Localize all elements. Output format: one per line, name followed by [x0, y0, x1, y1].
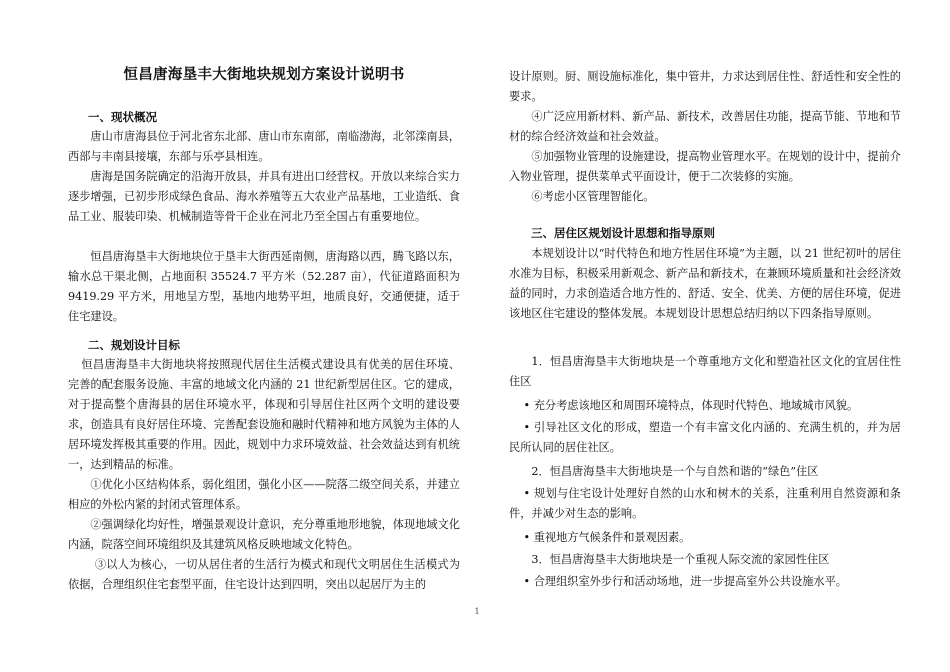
bullet-item: • 重视地方气候条件和景观因素。 — [523, 531, 691, 544]
paragraph: 唐山市唐海县位于河北省东北部、唐山市东南部，南临渤海，北邻滦南县，西部与丰南县接壤，东部与乐亭县相连。 — [68, 130, 460, 163]
paragraph: ②强调绿化均好性，增强景观设计意识，充分尊重地形地貌，体现地域文化内涵，院落空间环境组织及其建筑风格反映地域文化特色。 — [68, 518, 460, 551]
paragraph: ④广泛应用新材料、新产品、新技术，改善居住功能，提高节能、节地和节材的综合经济效益和社会效益。 — [509, 110, 901, 143]
principle-2: 2．恒昌唐海垦丰大街地块是一个与自然和谐的“绿色”住区 — [531, 465, 819, 478]
paragraph: 设计原则。厨、厕设施标准化，集中管井，力求达到居住性、舒适性和安全性的要求。 — [509, 70, 901, 103]
principle-3: 3．恒昌唐海垦丰大街地块是一个重视人际交流的家园性住区 — [531, 553, 830, 566]
paragraph: 恒昌唐海垦丰大街地块将按照现代居住生活模式建设具有优美的居住环境、完善的配套服务设施、丰富的地域文化内涵的 21 世纪新型居住区。它的建成，对于提高整个唐海县的居住环境水平，体现和引导居住社区两个文明的建设要求，创造具有良好居住环境、完善配套设施和融时代精神和地方风貌为主体的人居环境发挥极其重要的作用。因此，规划中力求环境效益、社会效益达到有机统一，达到精品的标准。 — [68, 358, 460, 471]
bullet-item: • 规划与住宅设计处理好自然的山水和树木的关系，注重利用自然资源和条件，并减少对生态的影响。 — [509, 487, 901, 520]
document-title: 恒昌唐海垦丰大街地块规划方案设计说明书 — [123, 67, 405, 83]
paragraph: 唐海是国务院确定的沿海开放县，并具有进出口经营权。开放以来综合实力逐步增强，已初步形成绿色食品、海水养殖等五大农业产品基地，工业造纸、食品工业、服装印染、机械制造等骨干企业在河北乃至全国占有重要地位。 — [68, 170, 460, 223]
bullet-item: • 合理组织室外步行和活动场地，进一步提高室外公共设施水平。 — [523, 575, 847, 588]
paragraph: ⑥考虑小区管理智能化。 — [531, 190, 655, 203]
paragraph: 恒昌唐海垦丰大街地块位于垦丰大街西延南侧，唐海路以西，腾飞路以东，输水总干渠北侧，占地面积 35524.7 平方米（52.287 亩），代征道路面积为 9419.29 平方米，用地呈方型，基地内地势平坦，地质良好，交通便捷，适于住宅建设。 — [68, 250, 460, 323]
paragraph: ⑤加强物业管理的设施建设，提高物业管理水平。在规划的设计中，提前介入物业管理，提供菜单式平面设计，便于二次装修的实施。 — [509, 150, 901, 183]
paragraph: 本规划设计以“时代特色和地方性居住环境”为主题，以 21 世纪初叶的居住水准为目标，积极采用新观念、新产品和新技术，在兼顾环境质量和社会经济效益的同时，力求创造适合地方性的、舒适、安全、优美、方便的居住环境，促进该地区住宅建设的整体发展。本规划设计思想总结归纳以下四条指导原则。 — [509, 247, 901, 320]
bullet-item: • 引导社区文化的形成，塑造一个有丰富文化内涵的、充满生机的，并为居民所认同的居住社区。 — [509, 421, 901, 454]
section-heading-3: 三、居住区规划设计思想和指导原则 — [531, 226, 715, 240]
paragraph: ③以人为核心，一切从居住者的生活行为模式和现代文明居住生活模式为依据，合理组织住宅套型平面，住宅设计达到四明，突出以起居厅为主的 — [68, 558, 460, 591]
paragraph: ①优化小区结构体系，弱化组团，强化小区——院落二级空间关系，并建立相应的外松内紧的封闭式管理体系。 — [68, 478, 460, 511]
section-heading-2: 二、规划设计目标 — [88, 338, 180, 352]
page-number: 1 — [474, 607, 480, 616]
bullet-item: • 充分考虑该地区和周围环境特点，体现时代特色、地域城市风貌。 — [523, 399, 859, 412]
section-heading-1: 一、现状概况 — [88, 110, 157, 124]
principle-1: 1．恒昌唐海垦丰大街地块是一个尊重地方文化和塑造社区文化的宜居住性住区 — [509, 355, 901, 388]
